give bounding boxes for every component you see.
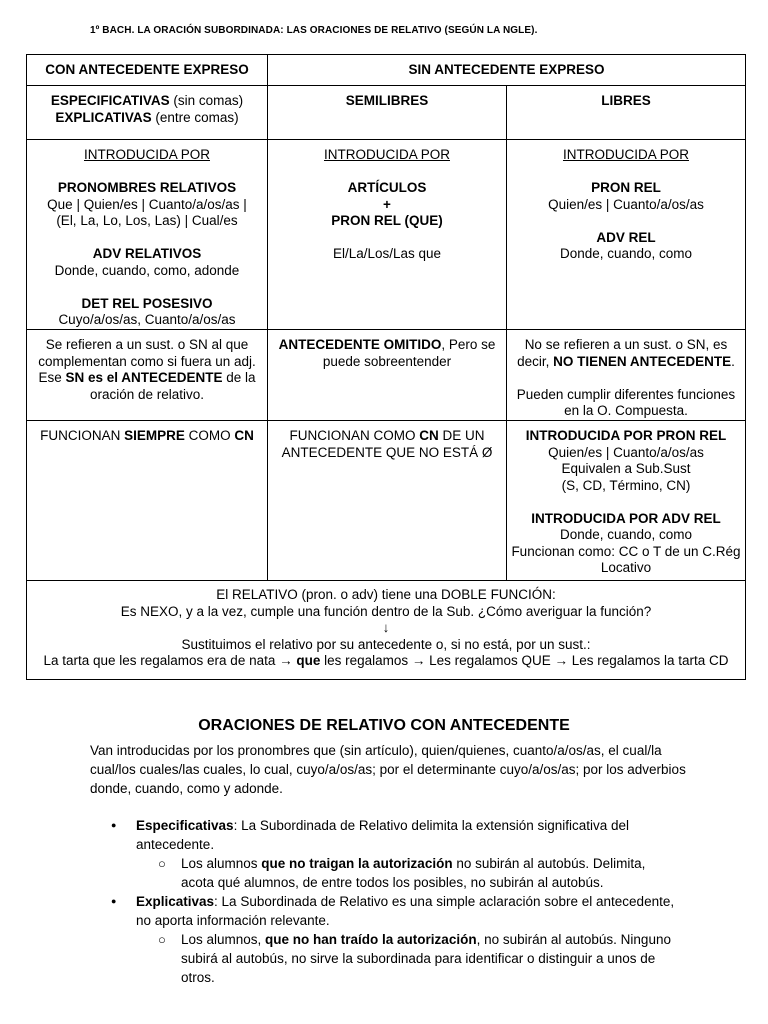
bullet-term: Explicativas [136,894,215,909]
funcion-emphasis: CN [234,428,254,443]
example-text: , no subirán al autobús. Ninguno subirá al autobús, no sirve la subordinada para identificar o distinguir a unos de otros. [181,932,671,985]
example-text: Los alumnos [181,856,262,871]
example-list [136,854,680,892]
plus-sign: + [383,196,391,212]
funcion-line: Donde, cuando, como [559,527,693,542]
note-example: La tarta que les regalamos era de nata → [43,653,297,668]
types-cell-con-antecedente [27,86,268,140]
det-rel-posesivo-title: DET REL POSESIVO [81,295,213,311]
funcion-line: Quien/es | Cuanto/a/os/as [548,444,704,460]
antecedente-cell-libres [507,330,746,421]
antecedente-text: de la oración de relativo. [89,370,256,402]
antecedente-text: . [731,353,735,369]
note-line: Es NEXO, y a la vez, cumple una función dentro de la Sub. ¿Cómo averiguar la función? [120,603,652,619]
especificativas-note: (sin comas) [169,93,244,108]
funcion-text: FUNCIONAN [40,428,125,443]
section-title: ORACIONES DE RELATIVO CON ANTECEDENTE [198,717,570,734]
funcion-emphasis: SIEMPRE [124,428,185,443]
antecedente-row [27,330,746,421]
pronombres-relativos-line2: (El, La, Lo, Los, Las) | Cual/es [56,213,238,228]
example-item [136,854,680,892]
page-header: 1º BACH. LA ORACIÓN SUBORDINADA: LAS ORACIONES DE RELATIVO (SEGÚN LA NGLE). [90,25,538,36]
pronombres-relativos-line1: Que | Quien/es | Cuanto/a/os/as | [47,196,247,212]
antecedente-text: Se refieren a un sust. o SN al que complementan como si fuera un adj. Ese [38,337,256,385]
semilibres-forms: El/La/Los/Las que [332,246,442,261]
types-list [90,816,680,987]
example-item [136,930,680,987]
introducida-por-label: INTRODUCIDA POR [323,147,450,162]
pron-rel-title: PRON REL [591,180,661,195]
intro-cell-libres [507,140,746,330]
header-con-antecedente: CON ANTECEDENTE EXPRESO [27,55,268,86]
example-list [136,930,680,987]
funciones-text: Pueden cumplir diferentes funciones en la O. Compuesta. [516,386,736,418]
list-item-especificativas [90,816,680,892]
adv-rel-title: ADV REL [596,229,656,245]
note-example: les regalamos → Les regalamos QUE → Les regalamos la tarta CD [320,653,729,668]
down-arrow-icon: ↓ [382,620,390,635]
example-text: no subirán al autobús. Delimita, acota qué alumnos, de entre todos los posibles, no subirán al autobús. [181,856,646,890]
funcion-line: (S, CD, Término, CN) [561,477,691,493]
articulos-title: ARTÍCULOS [347,180,427,195]
antecedente-text: , Pero se puede sobreentender [322,337,496,369]
introducida-por-adv-rel: INTRODUCIDA POR ADV REL [531,510,721,526]
funcion-cell-semilibres [268,421,507,581]
bullet-text: : La Subordinada de Relativo es una simple aclaración sobre el antecedente, no aporta información relevante. [136,894,675,928]
header-sin-antecedente: SIN ANTECEDENTE EXPRESO [268,55,746,86]
explicativas-label: EXPLICATIVAS [55,109,152,125]
intro-cell-semilibres [268,140,507,330]
antecedente-cell-con [27,330,268,421]
doble-funcion-note [27,581,746,680]
pronombres-relativos-title: PRONOMBRES RELATIVOS [57,180,237,195]
note-line: El RELATIVO (pron. o adv) tiene una DOBLE FUNCIÓN: [216,587,556,602]
funcion-line: Funcionan como: CC o T de un C.Rég Locativo [511,543,741,575]
adv-relativos-title: ADV RELATIVOS [92,246,202,261]
introducida-por-label: INTRODUCIDA POR [562,147,689,162]
antecedente-omitido: ANTECEDENTE OMITIDO [278,337,442,352]
intro-cell-con-antecedente [27,140,268,330]
funcion-row [27,421,746,581]
example-emphasis: que no traigan la autorización [261,856,453,871]
note-line: Sustituimos el relativo por su antecedente o, si no está, por un sust.: [181,636,591,652]
semilibres-label: SEMILIBRES [268,86,507,140]
adv-relativos-line: Donde, cuando, como, adonde [54,262,240,278]
antecedente-emphasis: SN es el ANTECEDENTE [65,370,223,385]
example-emphasis: que no han traído la autorización [265,932,477,947]
especificativas-label: ESPECIFICATIVAS [50,93,170,108]
bullet-term: Especificativas [136,818,234,833]
bullet-text: : La Subordinada de Relativo delimita la extensión significativa del antecedente. [136,818,630,852]
example-text: Los alumnos, [181,932,266,947]
libres-label: LIBRES [507,86,746,140]
introducida-por-pron-rel: INTRODUCIDA POR PRON REL [525,428,727,443]
funcion-cell-con [27,421,268,581]
funcion-emphasis: CN [419,428,439,443]
funcion-text: COMO [184,428,235,443]
table-header-row [27,55,746,86]
types-row [27,86,746,140]
section-intro: Van introducidas por los pronombres que (sin artículo), quien/quienes, cuanto/a/os/as, el cual/la cual/los cuales/las cuales, lo cual, cuyo/a/os/as; por el determinante cuyo/a/os/as; por los adverbios donde, cuando, como y adonde. [90,743,686,796]
funcion-line: Equivalen a Sub.Sust [561,461,691,476]
funcion-cell-libres [507,421,746,581]
funcion-text: FUNCIONAN COMO [289,428,420,443]
det-rel-posesivo-line: Cuyo/a/os/as, Cuanto/a/os/as [58,312,236,327]
note-example-emphasis: que [296,653,321,668]
note-row [27,581,746,680]
relative-clauses-table [26,54,746,680]
no-tienen-antecedente: NO TIENEN ANTECEDENTE [553,353,732,369]
pron-rel-line: Quien/es | Cuanto/a/os/as [548,196,704,212]
intro-row [27,140,746,330]
antecedente-text: No se refieren a un sust. o SN, es decir, [517,337,728,369]
antecedente-cell-semilibres [268,330,507,421]
adv-rel-line: Donde, cuando, como [559,246,693,261]
introducida-por-label: INTRODUCIDA POR [83,147,210,162]
explicativas-note: (entre comas) [151,109,239,125]
funcion-text: DE UN ANTECEDENTE QUE NO ESTÁ Ø [281,428,493,460]
list-item-explicativas [90,892,680,987]
pron-rel-que-title: PRON REL (QUE) [331,213,443,228]
